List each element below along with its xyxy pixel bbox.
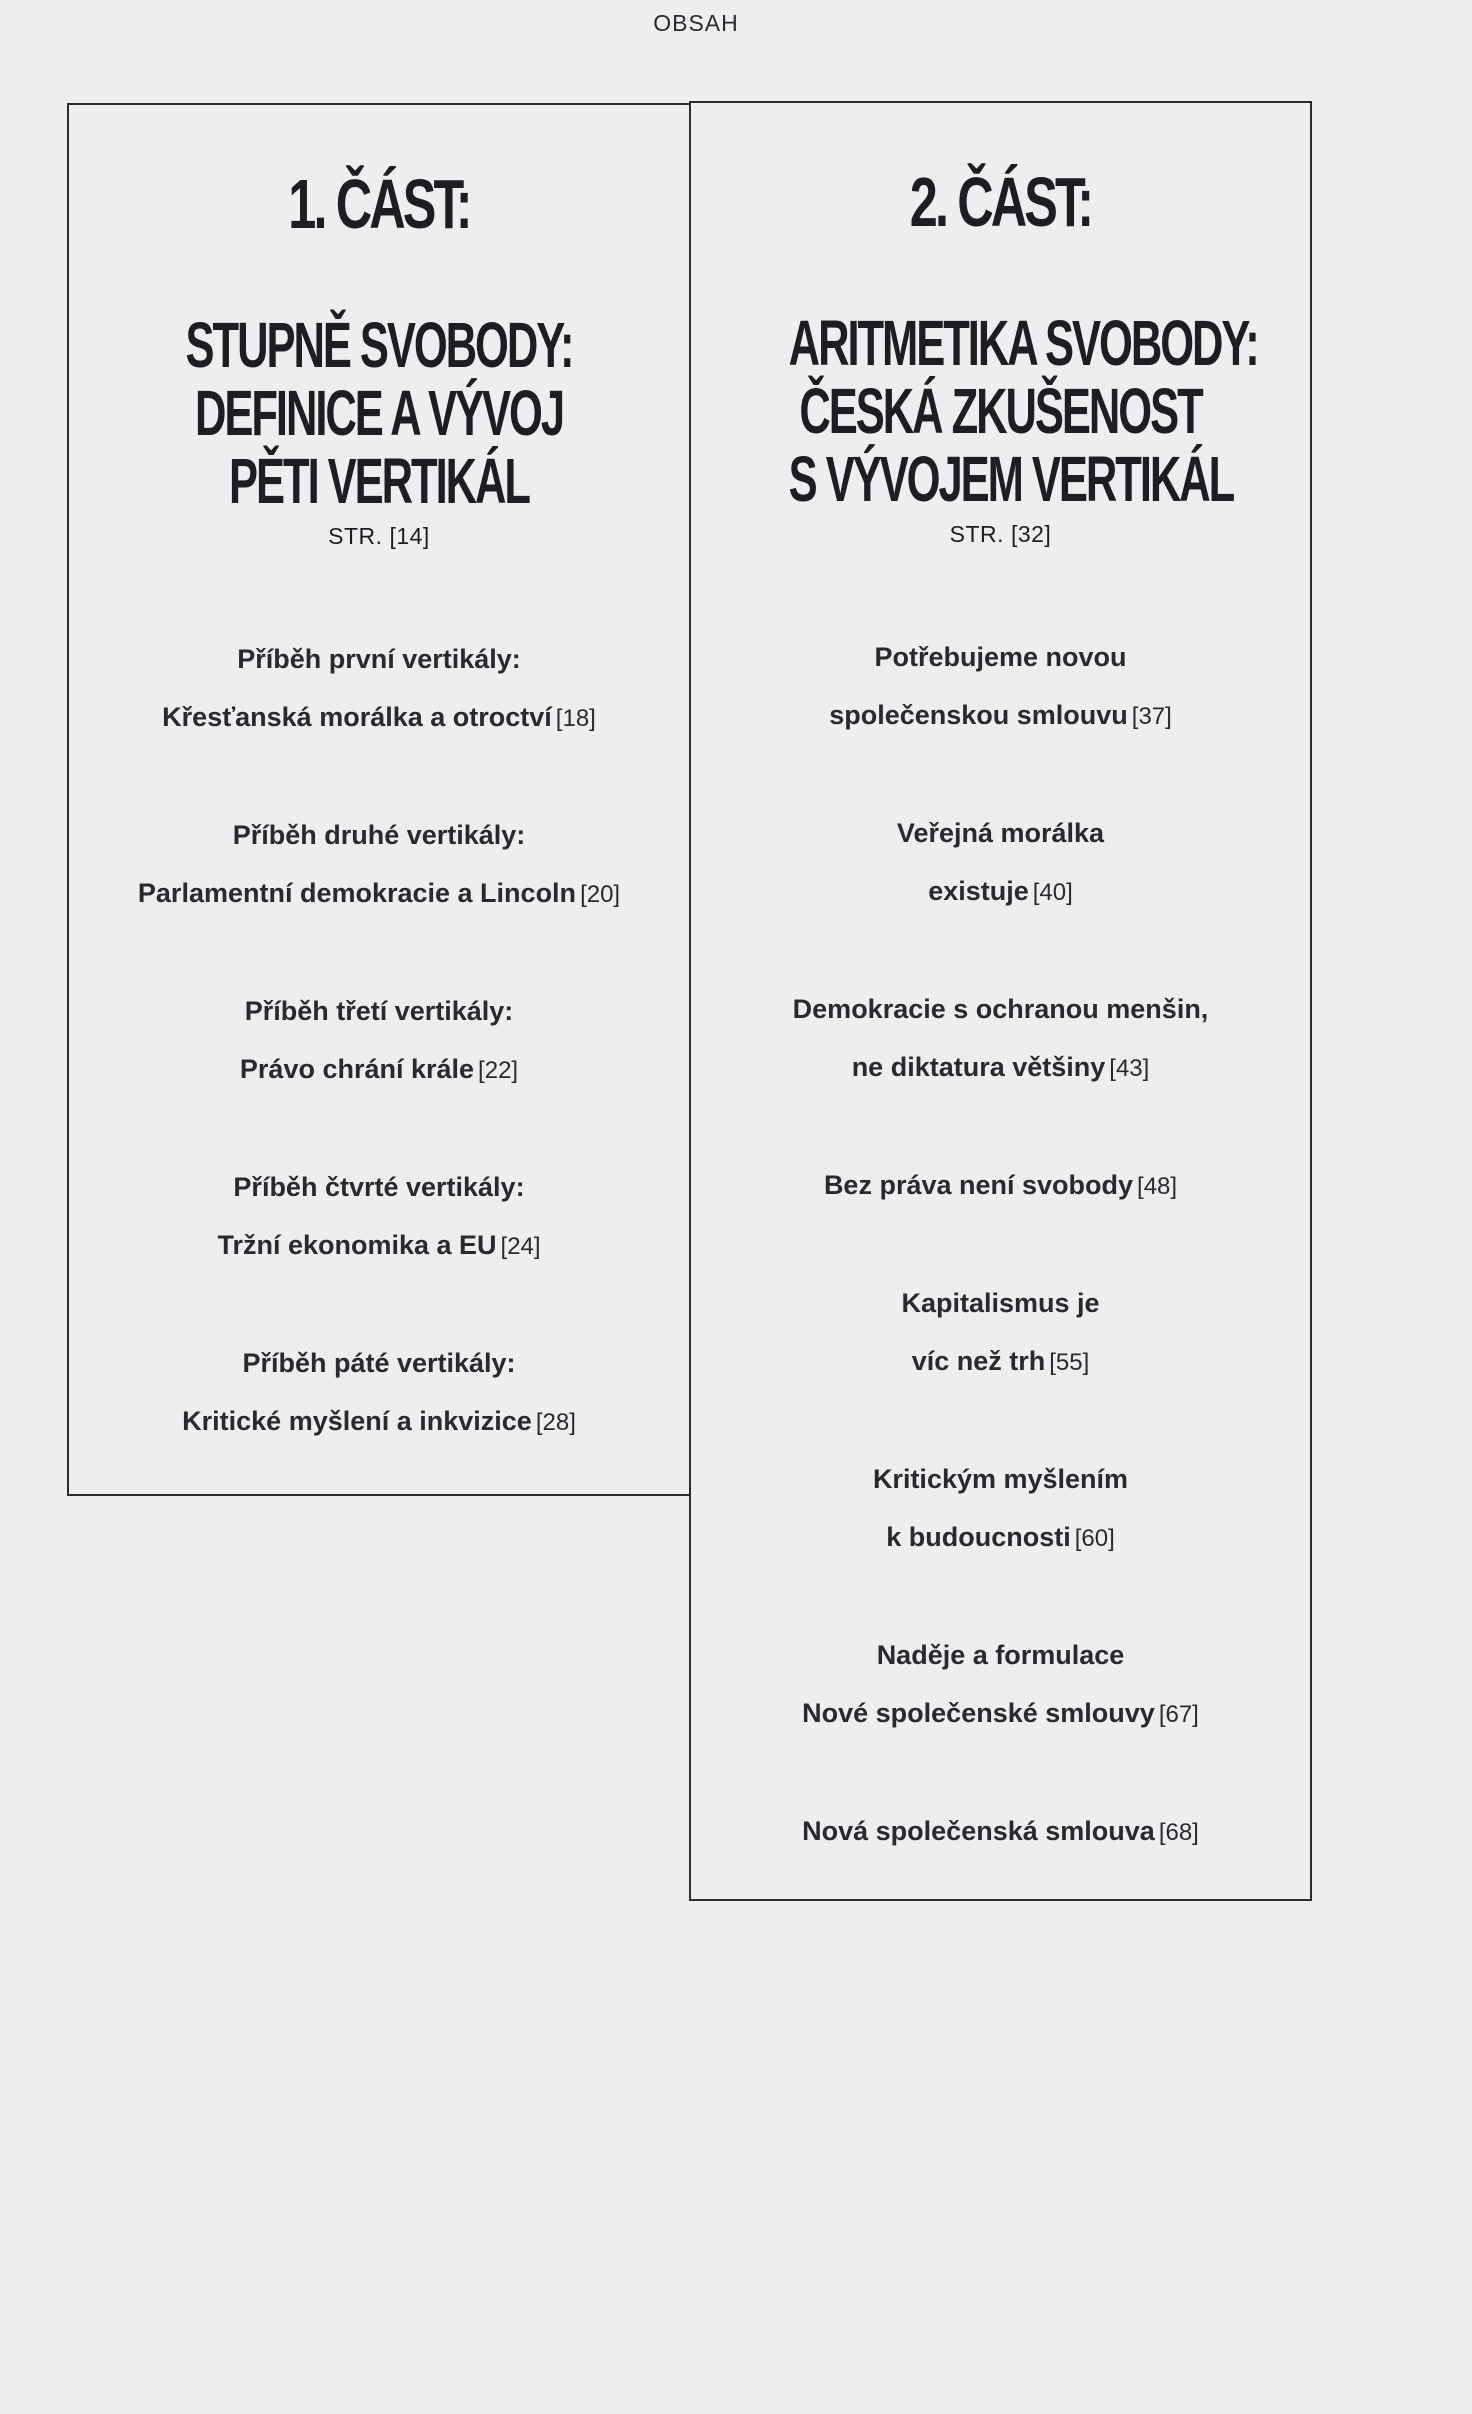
toc-entry-title: Bez práva není svobody [823, 1170, 1134, 1200]
toc-entry-page: [67] [1158, 1701, 1199, 1728]
toc-entry-page: [18] [555, 705, 596, 732]
toc-entry-title: k budoucnosti [886, 1522, 1071, 1552]
toc-entry[interactable] [67, 1334, 691, 1452]
toc-entry-title: víc než trh [911, 1346, 1046, 1376]
toc-entry-title: Nové společenské smlouvy [802, 1698, 1155, 1728]
toc-entry[interactable] [689, 1450, 1312, 1568]
toc-entry-title: ne diktatura většiny [851, 1052, 1106, 1082]
toc-entry[interactable] [67, 982, 691, 1100]
toc-entry[interactable] [689, 1156, 1312, 1216]
toc-entry-heading: Demokracie s ochranou menšin, [792, 994, 1209, 1024]
toc-entry[interactable] [689, 628, 1312, 746]
part-1-title [167, 311, 591, 515]
part-2-title-line: ARITMETIKA SVOBODY: [788, 307, 1258, 379]
toc-entry-page: [43] [1109, 1055, 1150, 1082]
page-header: OBSAH [653, 10, 739, 36]
toc-entry-heading: Potřebujeme novou [874, 642, 1127, 672]
toc-entry-title: Nová společenská smlouva [802, 1816, 1155, 1846]
part-1-entries [67, 630, 691, 1452]
toc-entry[interactable] [689, 1626, 1312, 1744]
toc-entry[interactable] [689, 1802, 1312, 1862]
toc-entry-title: Křesťanská morálka a otroctví [162, 702, 552, 732]
toc-entry[interactable] [67, 630, 691, 748]
part-2-section [689, 101, 1312, 1920]
part-2-title-line: S VÝVOJEM VERTIKÁL [788, 443, 1234, 515]
part-1-section [67, 103, 691, 1510]
toc-entry-page: [28] [535, 1409, 576, 1436]
toc-entry-heading: Kritickým myšlením [872, 1464, 1129, 1494]
toc-entry-heading: Veřejná morálka [896, 818, 1105, 848]
toc-entry-page: [37] [1131, 703, 1172, 730]
toc-entry-page: [20] [580, 881, 621, 908]
toc-entry-page: [68] [1158, 1819, 1199, 1846]
toc-entry[interactable] [67, 1158, 691, 1276]
toc-entry-heading: Příběh třetí vertikály: [244, 996, 514, 1026]
part-2-entries [689, 628, 1312, 1862]
toc-entry-page: [40] [1032, 879, 1073, 906]
part-2-title [788, 307, 1258, 515]
part-1-page: STR. [14] [328, 523, 430, 549]
toc-entry-page: [55] [1049, 1349, 1090, 1376]
toc-entry-title: společenskou smlouvu [829, 700, 1128, 730]
toc-entry-heading: Kapitalismus je [901, 1288, 1100, 1318]
part-2-page: STR. [32] [949, 521, 1052, 547]
part-1-title-line: DEFINICE A VÝVOJ [195, 377, 563, 449]
part-1-title-line: STUPNĚ SVOBODY: [185, 309, 573, 381]
toc-entry-page: [24] [500, 1233, 541, 1260]
toc-entry[interactable] [689, 804, 1312, 922]
part-1-title-line: PĚTI VERTIKÁL [229, 445, 529, 517]
toc-entry-title: Parlamentní demokracie a Lincoln [137, 878, 577, 908]
toc-entry-page: [48] [1137, 1173, 1178, 1200]
toc-entry-heading: Příběh první vertikály: [237, 644, 521, 674]
part-2-number: 2. ČÁST: [909, 163, 1092, 241]
part-2-title-line: ČESKÁ ZKUŠENOST [799, 375, 1202, 447]
toc-entry-title: Kritické myšlení a inkvizice [182, 1406, 532, 1436]
part-1-number: 1. ČÁST: [288, 165, 470, 243]
toc-entry[interactable] [689, 980, 1312, 1098]
toc-entry-heading: Příběh páté vertikály: [242, 1348, 516, 1378]
toc-entry-title: existuje [928, 876, 1029, 906]
toc-entry-heading: Příběh čtvrté vertikály: [233, 1172, 525, 1202]
toc-entry[interactable] [689, 1274, 1312, 1392]
toc-entry-page: [22] [478, 1057, 519, 1084]
toc-entry-heading: Naděje a formulace [876, 1640, 1125, 1670]
toc-entry[interactable] [67, 806, 691, 924]
toc-entry-page: [60] [1074, 1525, 1115, 1552]
toc-entry-heading: Příběh druhé vertikály: [232, 820, 526, 850]
toc-entry-title: Tržní ekonomika a EU [217, 1230, 497, 1260]
toc-entry-title: Právo chrání krále [239, 1054, 475, 1084]
